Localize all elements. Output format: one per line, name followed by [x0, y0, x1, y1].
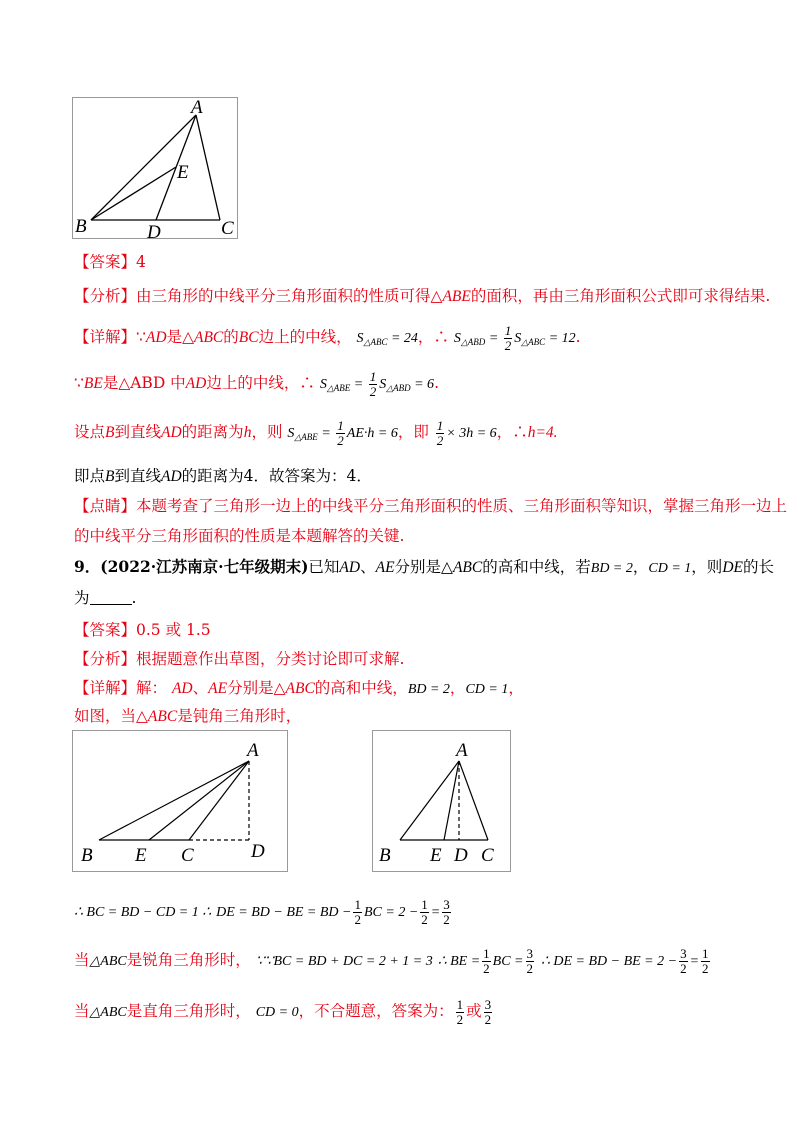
area-formula: $S_{\triangle ABE}$ = $\frac{1}{2}$ AE·h = 6: [287, 418, 398, 449]
segment-ca: [189, 761, 249, 840]
calc: ∴ BE =: [437, 954, 481, 969]
figure2-svg: [73, 731, 287, 871]
area-formula-2: [434, 418, 497, 449]
tri-abc: ABC: [147, 708, 178, 725]
fraction-half: [504, 324, 513, 353]
text: 解：: [136, 679, 168, 697]
s-symbol: S: [319, 377, 327, 392]
text: 分别是△: [227, 679, 286, 697]
q9-case1-line: [74, 706, 301, 727]
numerator: 1: [436, 418, 444, 434]
text: 为: [74, 589, 90, 607]
label-e: E: [135, 845, 147, 866]
q8-answer-line: [74, 252, 146, 272]
label-a: A: [456, 740, 468, 761]
figure3-svg: [373, 731, 510, 871]
text: ，不合题意，答案为：: [298, 1002, 454, 1020]
numerator: 1: [456, 996, 464, 1012]
tri-abc: △ABC: [89, 954, 127, 969]
text: 如图，当△: [74, 707, 148, 725]
text: 是直角三角形时，: [126, 1002, 251, 1020]
q9-case2-line: [74, 942, 712, 978]
fraction-three-halves: [526, 947, 535, 976]
eq-value: × 3h = 6: [446, 426, 497, 441]
label-d: D: [147, 222, 161, 238]
segment-ac: [196, 115, 220, 220]
numerator: 3: [526, 945, 533, 961]
seg-ad: AD: [161, 424, 182, 441]
q8-analysis-line: [74, 286, 770, 307]
because-symbol: ∵: [136, 328, 146, 346]
denominator: 2: [456, 1011, 464, 1027]
seg-bc: BC: [238, 329, 259, 346]
calc: =: [689, 954, 700, 969]
segment-ba: [400, 761, 459, 840]
fraction-half: [456, 998, 465, 1027]
detail-tag: 【详解】: [74, 328, 137, 346]
eq-bd: BD = 2: [590, 561, 633, 576]
eq-value: = 24: [390, 331, 418, 346]
q9-case1-calc: [74, 894, 453, 928]
label-a: A: [191, 98, 203, 118]
label-c: C: [481, 845, 494, 866]
fraction-half: [353, 898, 362, 927]
text: 、: [192, 679, 209, 697]
analysis-tag: 【分析】: [74, 287, 137, 305]
answer-blank: [90, 590, 132, 605]
text: 、: [360, 558, 376, 576]
text: 已知: [308, 558, 340, 576]
text: 或: [466, 1002, 482, 1020]
denominator: 2: [526, 960, 533, 976]
seg-ad: AD: [339, 559, 361, 576]
calc: ∴ BC = BD − CD = 1 ∴: [74, 905, 212, 920]
text: 是锐角三角形时，: [126, 951, 251, 969]
answer-tag: 【答案】: [74, 621, 137, 639]
s-symbol: S: [453, 331, 461, 346]
text: ，: [508, 679, 524, 697]
label-b: B: [379, 845, 391, 866]
subscript: △ABE: [326, 383, 351, 393]
numerator: 1: [504, 323, 512, 339]
fraction-half: [369, 370, 378, 399]
area-abe-eq: $S_{\triangle ABE}$ = $\frac{1}{2}$ $S_{\triangle ABD} = 6$: [319, 369, 435, 400]
fraction-half: [701, 947, 710, 976]
calc: DE = BD − BE = BD −: [216, 905, 352, 920]
segment-be: [91, 167, 176, 220]
text: 当: [74, 951, 90, 969]
analysis-text: 根据题意作出草图，分类讨论即可求解.: [136, 650, 405, 668]
fraction-half: [336, 419, 345, 448]
label-b: B: [81, 845, 93, 866]
subscript: △ABD: [386, 383, 411, 393]
numerator: 3: [680, 945, 687, 961]
s-symbol: S: [379, 377, 387, 392]
label-e: E: [177, 162, 189, 183]
seg-be: BE: [83, 375, 103, 392]
label-b: B: [75, 216, 87, 237]
text: 到直线: [114, 467, 161, 485]
text: 当: [74, 1002, 90, 1020]
therefore-symbol: ∴: [299, 374, 315, 392]
figure-obtuse-triangle: [72, 730, 288, 872]
because-symbol: ∵: [74, 374, 84, 392]
q9-stem-line1: [74, 557, 774, 579]
point-b: B: [105, 424, 115, 441]
text: ，即: [397, 423, 429, 441]
seg-ad: AD: [171, 680, 193, 697]
numerator: 3: [484, 996, 492, 1012]
denominator: 2: [484, 1011, 492, 1027]
text: 的长: [742, 558, 774, 576]
denominator: 2: [421, 911, 428, 927]
numerator: 1: [369, 369, 377, 385]
q9-case3-line: [74, 992, 494, 1030]
analysis-tag: 【分析】: [74, 650, 137, 668]
seg-ad: AD: [145, 329, 167, 346]
segment-ba: [99, 761, 249, 840]
fraction-three-halves: [679, 947, 688, 976]
q9-stem-line2: [74, 588, 136, 608]
segment-ea: [149, 761, 249, 840]
label-c: C: [221, 218, 234, 238]
text: 边上的中线，: [206, 374, 300, 392]
q8-detail-line3: [74, 418, 558, 449]
label-a: A: [247, 740, 259, 761]
q9-detail-line: [74, 678, 524, 700]
figure1-svg: [73, 98, 237, 238]
s-symbol: S: [514, 331, 522, 346]
subscript: △ABD: [460, 337, 486, 347]
eq-value: = 6: [414, 377, 435, 392]
numerator: 1: [421, 896, 428, 912]
calc: =: [430, 905, 441, 920]
text: 的距离为: [181, 423, 244, 441]
answer-tag: 【答案】: [74, 253, 137, 271]
q9-analysis-line: [74, 649, 404, 669]
label-d: D: [251, 841, 265, 862]
text: 是△: [166, 328, 194, 346]
tri-abc: △ABC: [89, 1005, 127, 1020]
text: 边上的中线，: [258, 328, 352, 346]
denominator: 2: [369, 384, 377, 400]
numerator: 1: [702, 945, 709, 961]
fraction-half: [436, 419, 445, 448]
answer-value: 0.5 或 1.5: [136, 621, 211, 639]
seg-ad: AD: [185, 375, 207, 392]
fraction-three-halves: [484, 998, 493, 1027]
denominator: 2: [337, 433, 344, 449]
text: ，: [449, 679, 466, 697]
segment-ae: [444, 761, 459, 840]
seg-ae: AE: [375, 559, 395, 576]
denominator: 2: [443, 911, 450, 927]
comment-text: 的中线平分三角形面积的性质是本题解答的关键.: [74, 527, 405, 545]
seg-ae: AE: [208, 680, 228, 697]
text: 的高和中线，若: [482, 558, 591, 576]
tri-abc: ABC: [452, 559, 483, 576]
comment-text: 本题考查了三角形一边上的中线平分三角形面积的性质、三角形面积等知识，掌握三角形一边上: [136, 497, 788, 515]
q8-comment-line2: [74, 526, 404, 546]
area-abc-eq: [357, 331, 418, 346]
question-number: 9．: [74, 557, 101, 576]
tri-abc: ABC: [193, 329, 224, 346]
subscript: △ABC: [363, 337, 388, 347]
label-c: C: [181, 845, 194, 866]
answer-value: 4: [136, 253, 146, 271]
denominator: 2: [436, 433, 444, 449]
text: ，则: [691, 558, 723, 576]
denominator: 2: [483, 960, 490, 976]
calc: BC =: [492, 954, 524, 969]
text: ，∴: [496, 423, 528, 441]
text: 的: [223, 328, 239, 346]
text: 分别是△: [394, 558, 453, 576]
eq-cd: CD = 1: [465, 682, 509, 697]
fraction-half: [420, 898, 429, 927]
text: 是钝角三角形时，: [177, 707, 302, 725]
tri-abc: ABC: [285, 680, 315, 697]
detail-tag: 【详解】: [74, 679, 137, 697]
figure-triangle-abc-median: [72, 97, 238, 239]
s-symbol: S: [356, 331, 364, 346]
calc: ∵∵BC = BD + DC = 2 + 1 = 3: [255, 954, 433, 969]
analysis-abe: ABE: [442, 288, 471, 305]
subscript: △ABC: [521, 337, 546, 347]
subscript: △ABE: [294, 432, 318, 442]
figure-acute-triangle: [372, 730, 511, 872]
seg-de: DE: [722, 559, 743, 576]
fraction-half: [482, 947, 491, 976]
area-abd-eq: $S_{\triangle ABD}$ = $\frac{1}{2}$ $S_{\triangle ABC} = 12$: [453, 323, 576, 354]
text: 的距离为4．故答案为：4．: [181, 467, 372, 485]
denominator: 2: [354, 911, 361, 927]
analysis-text: 由三角形的中线平分三角形面积的性质可得△: [136, 287, 443, 305]
calc: ∴ DE = BD − BE = 2 −: [540, 954, 678, 969]
point-b: B: [105, 468, 115, 485]
numerator: 3: [443, 896, 450, 912]
denominator: 2: [702, 960, 709, 976]
analysis-text-2: 的面积，再由三角形面积公式即可求得结果.: [470, 287, 771, 305]
var-h: h: [243, 424, 252, 441]
question-source: (2022·江苏南京·七年级期末): [100, 557, 309, 576]
text: ，则: [251, 423, 283, 441]
text: 是△ABD 中: [102, 374, 186, 392]
segment-ac: [459, 761, 488, 840]
eq-bd: BD = 2: [407, 682, 450, 697]
text: ，: [632, 558, 649, 576]
comment-tag: 【点睛】: [74, 497, 137, 515]
eq-cd: CD = 0: [255, 1005, 299, 1020]
text: 到直线: [114, 423, 161, 441]
seg-ad: AD: [161, 468, 182, 485]
q8-detail-line4: [74, 466, 372, 487]
calc: BC = 2 −: [363, 905, 419, 920]
eq-value: = 12: [548, 331, 576, 346]
therefore-symbol: ∴: [433, 328, 449, 346]
eq-cd: CD = 1: [648, 561, 692, 576]
fraction-three-halves: [442, 898, 451, 927]
s-symbol: S: [287, 426, 295, 441]
q8-detail-line1: 【详解】∵AD是△ABC的BC边上的中线， $S_{\triangle ABC} = 24$，∴ $S_{\triangle ABD}$ = $\frac{1}{2}$ $S_{\triangle ABC} = 12$.: [74, 323, 581, 354]
eq-value: AE·h = 6: [346, 426, 398, 441]
result: h=4.: [527, 424, 558, 441]
q8-detail-line2: ∵BE是△ABD 中AD边上的中线，∴ $S_{\triangle ABE}$ = $\frac{1}{2}$ $S_{\triangle ABD} = 6$.: [74, 369, 439, 400]
text: 的高和中线，: [314, 679, 408, 697]
q8-comment-line1: [74, 496, 787, 516]
q9-answer-line: [74, 620, 211, 640]
denominator: 2: [504, 338, 512, 354]
text: 即点: [74, 467, 106, 485]
text: 设点: [74, 423, 106, 441]
numerator: 1: [483, 945, 490, 961]
numerator: 1: [337, 418, 344, 434]
label-e: E: [430, 845, 442, 866]
text: .: [131, 589, 137, 607]
label-d: D: [454, 845, 468, 866]
denominator: 2: [680, 960, 687, 976]
numerator: 1: [354, 896, 361, 912]
